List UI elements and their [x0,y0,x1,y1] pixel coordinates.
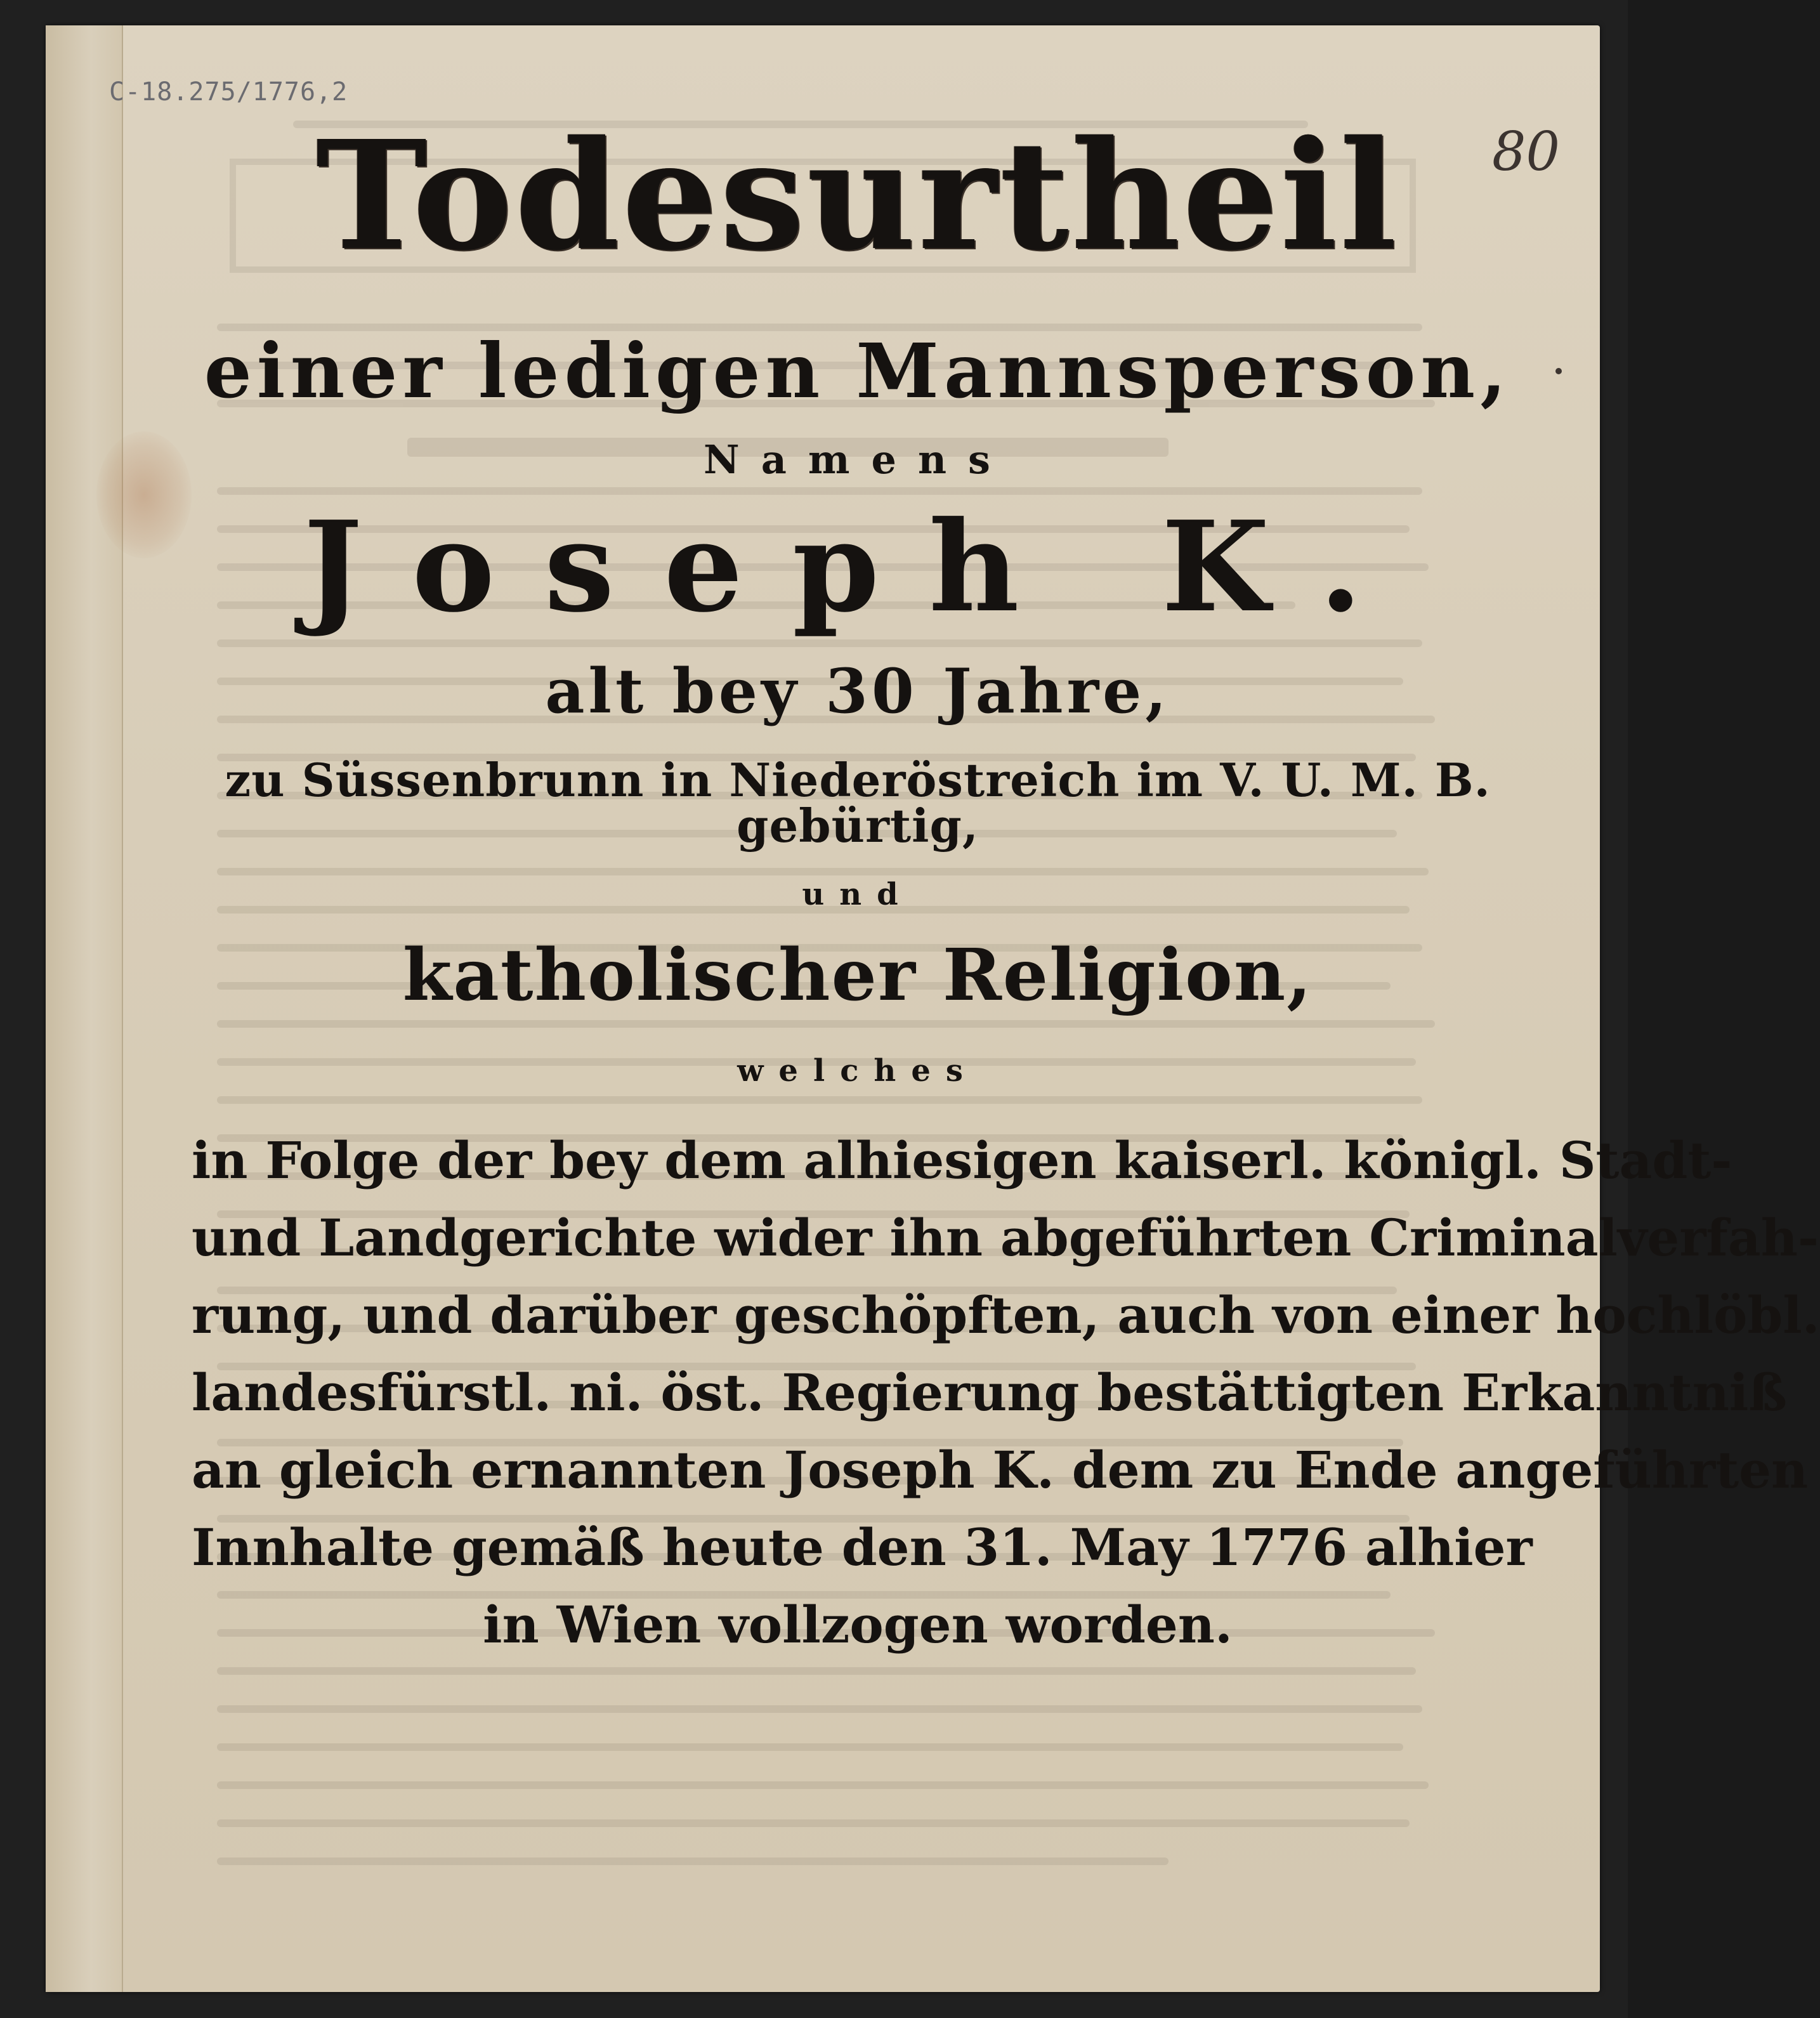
paper-stain [96,431,192,558]
verdict-line: landesfürstl. ni. öst. Regierung bestättigten Erkanntniß [192,1363,1788,1422]
verdict-line: in Folge der bey dem alhiesigen kaiserl. königl. Stadt- [192,1130,1732,1190]
document-subtitle: einer ledigen Mannsperson, [204,327,1512,415]
namens-label: Namens [704,436,1012,483]
person-origin: zu Süssenbrunn in Niederöstreich im V. U. M. B. gebürtig, [225,753,1491,853]
welches-connector: welches [737,1053,978,1089]
binding-strip [46,25,123,1992]
person-religion: katholischer Religion, [402,934,1313,1017]
person-age: alt bey 30 Jahre, [545,655,1170,727]
archive-call-number: C-18.275/1776,2 [109,77,348,107]
verdict-line: in Wien vollzogen worden. [483,1595,1233,1654]
document-title: Todesurtheil [316,107,1399,284]
ink-dot [1555,368,1562,374]
verdict-line: rung, und darüber geschöpften, auch von einer hochlöbl. [192,1285,1820,1345]
verdict-body [192,1122,1820,1663]
folio-number: 80 [1492,121,1560,183]
person-name: Joseph K. [303,494,1412,640]
und-connector: und [802,877,913,912]
verdict-line: Innhalte gemäß heute den 31. May 1776 alhier [192,1517,1533,1577]
document-page [46,25,1820,1992]
verdict-line: an gleich ernannten Joseph K. dem zu Ende angeführten [192,1440,1809,1500]
verdict-line: und Landgerichte wider ihn abgeführten Criminalverfah- [192,1208,1819,1268]
